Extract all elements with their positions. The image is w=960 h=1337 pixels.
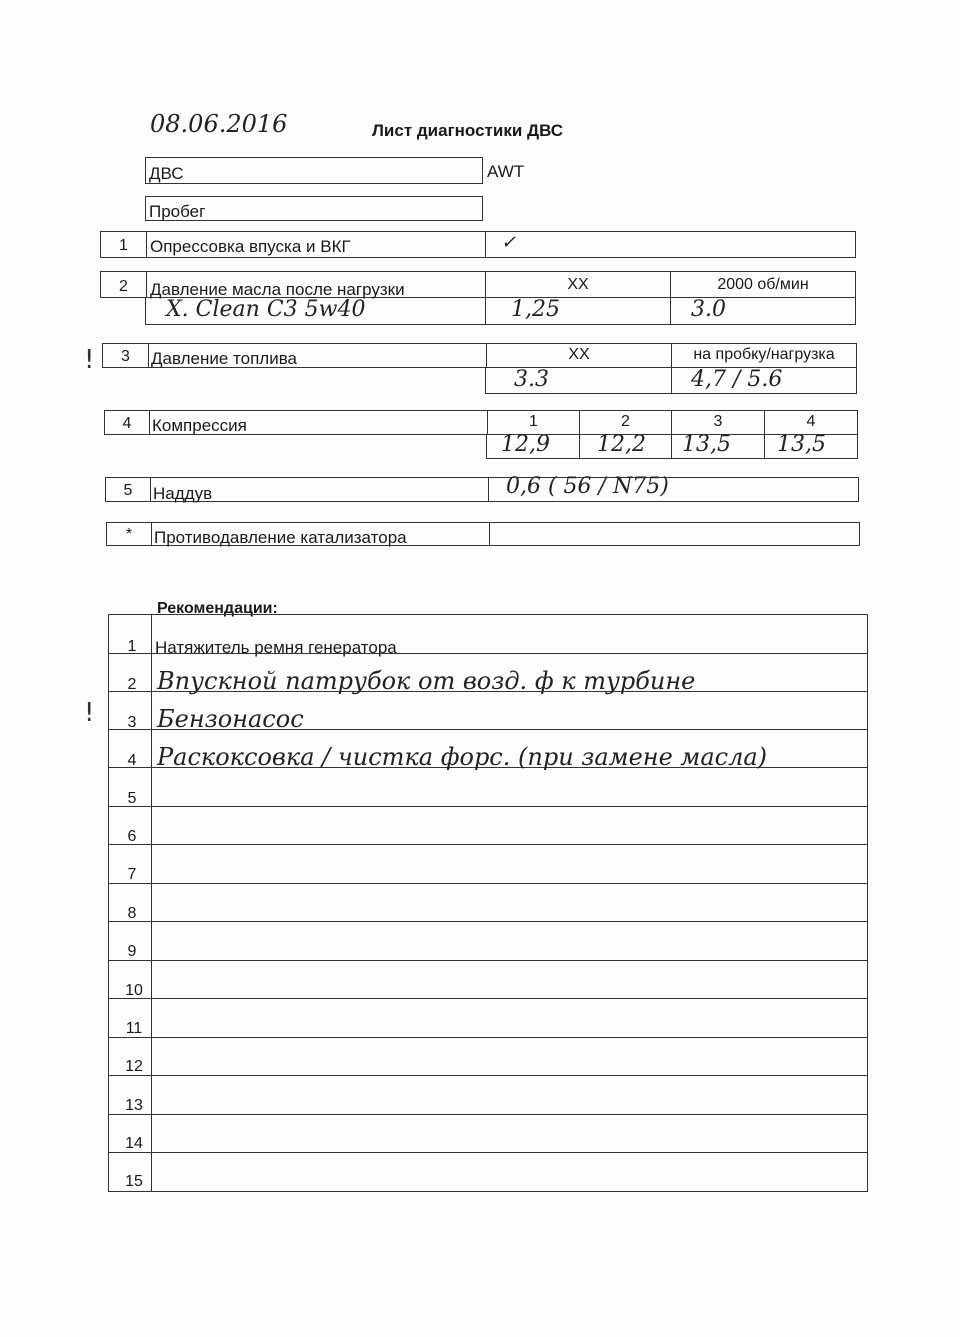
page-title: Лист диагностики ДВС bbox=[372, 121, 564, 140]
rec-14-number: 14 bbox=[125, 1135, 143, 1152]
rec-12-number: 12 bbox=[125, 1058, 143, 1075]
row-3 bbox=[102, 343, 857, 368]
rec-11-number: 11 bbox=[125, 1020, 143, 1037]
row-2-col1-value: 1,25 bbox=[511, 297, 560, 322]
rec-9-number: 9 bbox=[127, 943, 137, 960]
row-1-label: Опрессовка впуска и ВКГ bbox=[150, 237, 351, 256]
rec-13-number: 13 bbox=[125, 1097, 143, 1114]
row-5-label: Наддув bbox=[153, 484, 213, 503]
cylinder-4-header: 4 bbox=[806, 413, 816, 430]
rec-7-number: 7 bbox=[127, 866, 137, 883]
rec-8-number: 8 bbox=[127, 905, 137, 922]
rec-4-text: Раскоксовка / чистка форс. (при замене масла) bbox=[157, 743, 768, 771]
recommendations-title: Рекомендации: bbox=[157, 600, 278, 617]
row-1 bbox=[100, 231, 856, 258]
cylinder-1-header: 1 bbox=[529, 413, 538, 430]
mileage-label: Пробег bbox=[149, 202, 206, 221]
rec-15-number: 15 bbox=[125, 1173, 143, 1190]
row-4 bbox=[104, 410, 858, 435]
row-2-col2-value: 3.0 bbox=[691, 297, 726, 322]
row-2-col2-header: 2000 об/мин bbox=[717, 276, 809, 293]
row-5-number: 5 bbox=[123, 482, 133, 499]
row-3-label: Давление топлива bbox=[151, 349, 298, 368]
row-2 bbox=[100, 271, 856, 298]
mileage-label-box bbox=[145, 196, 483, 221]
row-2-number: 2 bbox=[119, 278, 128, 295]
rec-5-number: 5 bbox=[127, 790, 137, 807]
row-1-check: ✓ bbox=[501, 232, 517, 253]
row-catalyst-number: * bbox=[125, 526, 133, 543]
row-4-label: Компрессия bbox=[152, 416, 247, 435]
row-3-col2-value: 4,7 / 5.6 bbox=[691, 367, 783, 392]
row-2-label: Давление масла после нагрузки bbox=[150, 280, 405, 299]
row-3-col2-header: на пробку/нагрузка bbox=[693, 346, 835, 363]
recommendations-table bbox=[108, 614, 868, 1192]
rec-1-number: 1 bbox=[127, 638, 137, 655]
row-2-col1-header: XX bbox=[567, 276, 589, 293]
row-5-boost-value: 0,6 ( 56 / N75) bbox=[506, 474, 669, 499]
row-4-values bbox=[486, 434, 858, 459]
cylinder-2-header: 2 bbox=[621, 413, 630, 430]
rec-3-number: 3 bbox=[127, 714, 137, 731]
cylinder-3-header: 3 bbox=[713, 413, 723, 430]
rec-1-text: Натяжитель ремня генератора bbox=[155, 638, 397, 657]
date-handwritten: 08.06.2016 bbox=[150, 110, 288, 138]
engine-value: AWT bbox=[487, 162, 525, 181]
rec-2-text: Впускной патрубок от возд. ф к турбине bbox=[157, 667, 696, 695]
row-1-number: 1 bbox=[119, 237, 128, 254]
row-catalyst bbox=[106, 522, 860, 546]
row-catalyst-label: Противодавление катализатора bbox=[154, 528, 407, 547]
cylinder-3-value: 13,5 bbox=[682, 432, 731, 457]
cylinder-1-value: 12,9 bbox=[501, 432, 550, 457]
row-2-oil-note: X. Clean C3 5w40 bbox=[166, 297, 366, 322]
rec-6-number: 6 bbox=[127, 828, 137, 845]
margin-mark-1: ! bbox=[84, 345, 95, 375]
engine-label: ДВС bbox=[149, 164, 184, 183]
row-5 bbox=[105, 474, 859, 503]
row-3-number: 3 bbox=[121, 348, 130, 365]
row-3-col1-header: XX bbox=[568, 346, 590, 363]
rec-10-number: 10 bbox=[125, 982, 143, 999]
engine-label-box bbox=[145, 157, 483, 184]
rec-4-number: 4 bbox=[127, 752, 137, 769]
cylinder-4-value: 13,5 bbox=[777, 432, 826, 457]
rec-3-text: Бензонасос bbox=[157, 705, 304, 733]
row-3-values bbox=[485, 367, 857, 394]
cylinder-2-value: 12,2 bbox=[597, 432, 646, 457]
rec-2-number: 2 bbox=[127, 676, 137, 693]
row-2-values bbox=[145, 297, 856, 325]
row-4-number: 4 bbox=[122, 415, 132, 432]
margin-mark-2: ! bbox=[84, 698, 95, 728]
row-3-col1-value: 3.3 bbox=[514, 367, 549, 392]
